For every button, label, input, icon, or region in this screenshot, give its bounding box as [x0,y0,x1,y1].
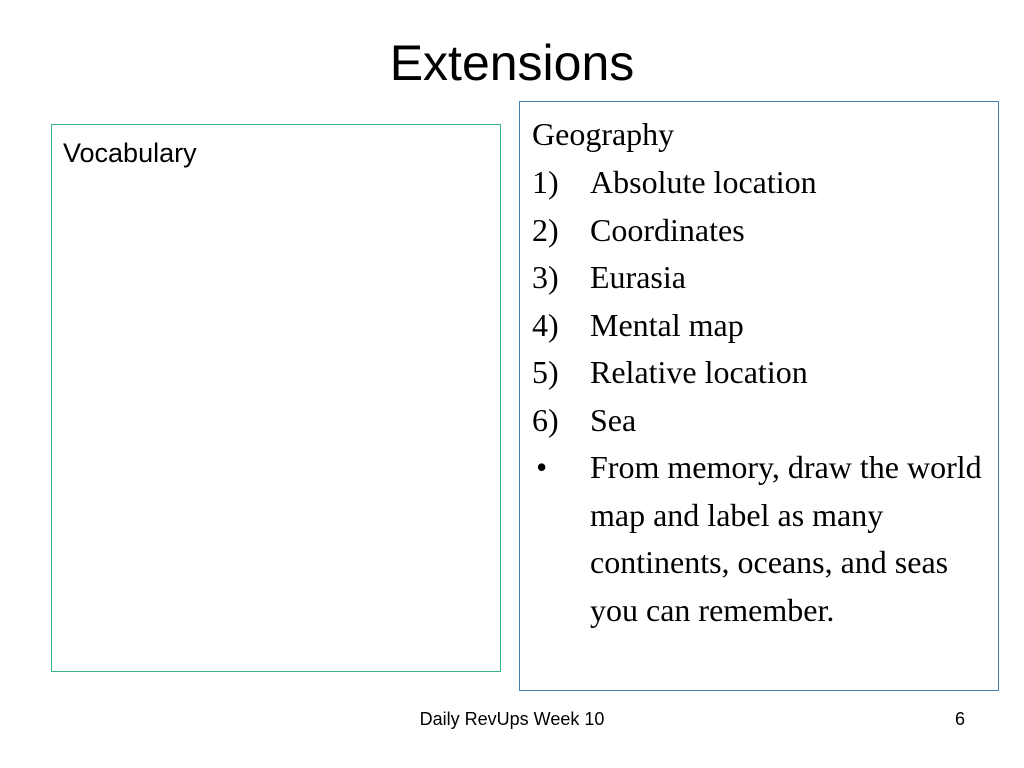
list-item-number: 2) [532,211,559,248]
list-item-text: Sea [590,401,637,438]
geography-heading: Geography [532,116,675,152]
list-item [532,159,817,207]
vocabulary-heading: Vocabulary [63,138,197,168]
list-item-number: 6) [532,401,559,438]
list-item-number: 3) [532,259,559,295]
list-item-text: Coordinates [590,211,745,248]
list-item [532,254,817,302]
list-item-number: 1) [532,164,559,200]
list-item-text: Mental map [590,306,744,343]
page-number: 6 [954,709,965,729]
list-item-text: Eurasia [590,259,686,295]
list-item-text: Absolute location [590,164,817,200]
slide-footer: Daily RevUps Week 10 [419,709,605,729]
vocabulary-box [51,124,501,672]
list-item-number: 4) [532,306,559,343]
bullet-icon: • [536,449,548,485]
list-item [532,397,817,445]
list-item [532,207,817,255]
instruction-text: From memory, draw the world map and label as many continents, oceans, and seas you can remember. [590,449,982,628]
list-item-text: Relative location [590,354,808,390]
list-item [532,349,817,397]
geography-box [519,101,999,691]
instruction-bullet [532,444,990,634]
slide-title: Extensions [389,35,635,91]
list-item [532,302,817,350]
geography-vocab-list [532,159,817,444]
list-item-number: 5) [532,354,559,390]
